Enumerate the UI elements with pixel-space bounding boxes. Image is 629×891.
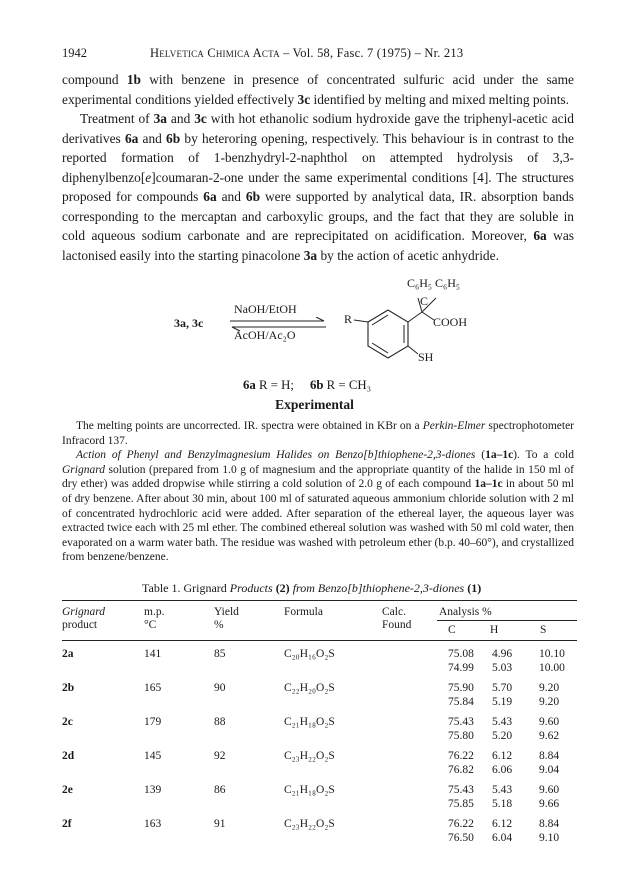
row-product: 2a [62, 648, 74, 660]
text-run: e [145, 169, 152, 185]
compound-caption [243, 378, 371, 393]
text-run: 3c [297, 91, 311, 107]
header-found: Found [382, 619, 412, 631]
caption-products: Products [229, 581, 273, 595]
row-s-found: 9.62 [539, 730, 560, 742]
caption-compound-1: (1) [467, 581, 482, 595]
text-run: by the action of acetic anhydride. [317, 247, 499, 263]
header-analysis: Analysis % [439, 606, 492, 618]
paragraph [62, 70, 574, 109]
row-s-calc: 10.10 [539, 648, 565, 660]
phenyl-label: C₆H₅ [435, 276, 461, 290]
table-row [62, 682, 577, 716]
row-product: 2b [62, 682, 75, 694]
paragraph [62, 448, 574, 565]
journal-name: Helvetica Chimica Acta [150, 46, 280, 60]
caption-benzothiophene: Benzo[b]thiophene-2,3-diones [317, 581, 465, 595]
row-c-found: 74.99 [448, 662, 474, 674]
caption-from: from [289, 581, 318, 595]
text-run: 6b [166, 130, 181, 146]
compound-6a-definition: R = H; [259, 378, 294, 392]
reaction-scheme [150, 276, 510, 390]
header-yield-unit: % [214, 619, 224, 631]
text-run: ). To a cold [513, 449, 574, 462]
header-yield: Yield [214, 606, 239, 618]
row-formula: C₂₀H₁₆O₂S [284, 648, 335, 660]
row-c-found: 76.50 [448, 832, 474, 844]
row-yield: 88 [214, 716, 226, 728]
text-run: were supported by analytical data, IR. absorption bands corresponding to the mercaptan and carboxylic groups, and the fact that they are soluble in cold aqueous sodium carbonate and are reprecipitated on acidification. Moreover, [62, 189, 574, 243]
table-row [62, 648, 577, 682]
header-c: C [448, 624, 456, 636]
row-s-found: 9.20 [539, 696, 560, 708]
row-c-found: 75.85 [448, 798, 474, 810]
reagent-reverse: AcOH/Ac₂O [234, 328, 296, 342]
text-run: 1b [126, 72, 141, 87]
row-yield: 85 [214, 648, 226, 660]
header-product: product [62, 619, 98, 631]
text-run: and [216, 189, 246, 204]
row-formula: C₂₁H₁₈O₂S [284, 716, 335, 728]
row-product: 2c [62, 716, 73, 728]
table-header-rule [62, 640, 577, 641]
caption-prefix: Table 1. Grignard [142, 581, 230, 595]
text-run: spectrophotometer Infracord 137. [62, 420, 575, 447]
row-s-calc: 9.60 [539, 784, 560, 796]
text-run: ]coumaran-2-one under the same experimental conditions [4]. The structures proposed for compounds [62, 169, 574, 204]
row-s-calc: 8.84 [539, 750, 560, 762]
row-product: 2f [62, 818, 72, 830]
journal-citation [150, 46, 463, 61]
row-h-found: 5.19 [492, 696, 513, 708]
row-formula: C₂₁H₁₈O₂S [284, 784, 335, 796]
paragraph [62, 109, 574, 265]
experimental-text [62, 419, 574, 565]
table-top-rule [62, 600, 577, 601]
text-run: 3a [153, 111, 167, 126]
body-text [62, 70, 574, 265]
caption-compound-2: (2) [275, 581, 290, 595]
row-s-calc: 8.84 [539, 818, 560, 830]
carboxyl-label: COOH [433, 315, 468, 329]
text-run: 1a–1c [485, 449, 514, 462]
text-run: by heteroring opening, respectively. This behaviour is in contrast to the reported formation of 1-benzhydryl-2-naphthol on attempted hydrolysis of 3,3-diphenylbenzo[ [62, 130, 574, 185]
row-yield: 91 [214, 818, 226, 830]
row-h-calc: 6.12 [492, 750, 513, 762]
header-formula: Formula [284, 606, 323, 618]
compound-6b-definition: R = CH₃ [326, 378, 372, 392]
text-run: Grignard [62, 463, 106, 476]
header-h: H [490, 624, 499, 636]
row-mp: 145 [144, 750, 162, 762]
central-carbon: C [420, 294, 429, 308]
header-calc: Calc. [382, 606, 406, 618]
row-mp: 163 [144, 818, 162, 830]
header-mp-unit: °C [144, 619, 157, 631]
section-title: Experimental [275, 397, 354, 412]
row-h-found: 5.03 [492, 662, 513, 674]
row-formula: C₂₃H₂₂O₂S [284, 818, 335, 830]
row-mp: 165 [144, 682, 162, 694]
row-h-calc: 4.96 [492, 648, 513, 660]
text-run: 1a–1c [474, 478, 503, 491]
row-s-found: 9.10 [539, 832, 560, 844]
thiol-label: SH [418, 350, 434, 364]
row-yield: 86 [214, 784, 226, 796]
text-run: 6b [245, 189, 261, 204]
text-run: with benzene in presence of concentrated sulfuric acid under the same experimental conditions yielded effectively [62, 72, 574, 107]
table-row [62, 750, 577, 784]
row-s-found: 10.00 [539, 662, 565, 674]
row-formula: C₂₂H₂₀O₂S [284, 682, 335, 694]
row-yield: 90 [214, 682, 226, 694]
text-run: and [166, 111, 195, 126]
text-run: was lactonised easily into the starting pinacolone [62, 228, 574, 263]
compound-6a-label: 6a [243, 378, 256, 392]
row-c-calc: 75.43 [448, 716, 474, 728]
reactant-label: 3a, 3c [174, 316, 204, 330]
row-h-found: 6.06 [492, 764, 513, 776]
row-mp: 179 [144, 716, 162, 728]
row-product: 2e [62, 784, 73, 796]
row-mp: 141 [144, 648, 162, 660]
structure-6-drawing [340, 290, 460, 390]
text-run: Treatment of [80, 111, 154, 126]
row-mp: 139 [144, 784, 162, 796]
row-h-found: 6.04 [492, 832, 513, 844]
row-c-calc: 76.22 [448, 750, 474, 762]
phenyl-label: C₆H₅ [407, 276, 433, 290]
row-h-found: 5.18 [492, 798, 513, 810]
equilibrium-arrows [228, 317, 328, 333]
row-h-calc: 6.12 [492, 818, 513, 830]
row-s-calc: 9.20 [539, 682, 560, 694]
text-run: 3a [303, 247, 318, 263]
text-run: with hot ethanolic sodium hydroxide gave the triphenyl-acetic acid derivatives [62, 111, 574, 146]
header-s: S [540, 624, 547, 636]
table-row [62, 716, 577, 750]
analysis-subrule [437, 620, 577, 621]
text-run: and [138, 130, 167, 146]
text-run: 6a [124, 130, 139, 146]
compound-6b-label: 6b [309, 378, 324, 392]
page-number: 1942 [62, 46, 87, 60]
row-s-found: 9.04 [539, 764, 560, 776]
r-substituent: R [344, 312, 353, 326]
row-h-found: 5.20 [492, 730, 513, 742]
table-caption [142, 581, 481, 596]
row-c-calc: 75.08 [448, 648, 474, 660]
row-c-found: 75.80 [448, 730, 474, 742]
text-run: compound [62, 72, 127, 87]
row-yield: 92 [214, 750, 226, 762]
text-run: in about 50 ml of dry benzene. After about 30 min, about 100 ml of saturated aqueous ammonium chloride solution with 2 ml of concentrated hydrochloric acid were added. After separation of the ethereal layer, the aqueous layer was extracted twice each with 25 ml ether. The combined ethereal solution was washed with 50 ml cold water, then evaporated on a warm water bath. The residue was washed with petroleum ether (b.p. 40–60°), and crystallized from benzene/benzene. [62, 478, 574, 564]
row-product: 2d [62, 750, 75, 762]
text-run: 6a [533, 228, 547, 243]
row-s-found: 9.66 [539, 798, 560, 810]
text-run: solution (prepared from 1.0 g of magnesium and the appropriate quantity of the halide in 150 ml of dry ether) was added dropwise while stirring a cold solution of 2.0 g of each compound [62, 463, 574, 491]
text-run: The melting points are uncorrected. IR. spectra were obtained in KBr on a [76, 420, 423, 432]
volume-info: – Vol. 58, Fasc. 7 (1975) – Nr. 213 [283, 46, 464, 60]
text-run: Perkin-Elmer [422, 420, 486, 432]
table-row [62, 784, 577, 818]
row-c-found: 75.84 [448, 696, 474, 708]
row-c-calc: 76.22 [448, 818, 474, 830]
row-formula: C₂₃H₂₂O₂S [284, 750, 335, 762]
text-run: 3c [194, 111, 207, 126]
header-mp: m.p. [144, 606, 165, 618]
paragraph [62, 419, 574, 448]
text-run: identified by melting and mixed melting points. [310, 91, 569, 107]
row-c-calc: 75.90 [448, 682, 474, 694]
row-s-calc: 9.60 [539, 716, 560, 728]
reagent-forward: NaOH/EtOH [234, 302, 297, 316]
row-h-calc: 5.43 [492, 784, 513, 796]
row-h-calc: 5.43 [492, 716, 513, 728]
row-c-calc: 75.43 [448, 784, 474, 796]
table-row [62, 818, 577, 852]
text-run: ( [475, 449, 486, 462]
text-run: Action of Phenyl and Benzylmagnesium Halides on Benzo[b]thiophene-2,3-diones [76, 449, 476, 462]
row-c-found: 76.82 [448, 764, 474, 776]
text-run: 6a [203, 189, 217, 204]
row-h-calc: 5.70 [492, 682, 513, 694]
header-grignard: Grignard [62, 606, 106, 618]
